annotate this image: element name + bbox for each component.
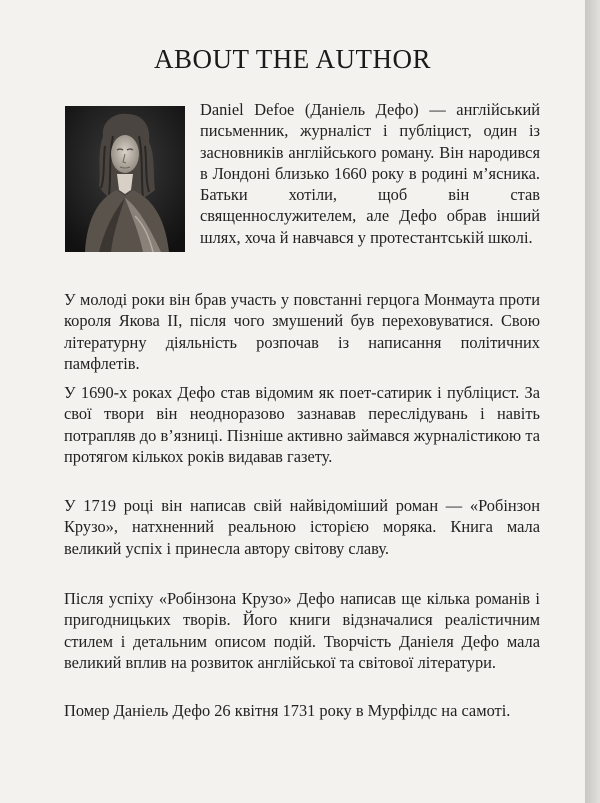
bio-paragraph-5: Після успіху «Робінзона Крузо» Дефо написав ще кілька романів і пригодницьких творів. Його книги відзначалися реалістичним стилем і детальним описом подій. Творчість Даніеля Дефо мала великий вплив на розвиток англійської та світової літератури. <box>64 589 540 672</box>
bio-paragraph-6: Помер Даніель Дефо 26 квітня 1731 року в Мурфілдс на самоті. <box>64 701 511 720</box>
page-edge <box>585 0 600 803</box>
author-portrait <box>65 106 185 252</box>
bio-paragraph-4: У 1719 році він написав свій найвідоміший роман — «Робінзон Крузо», натхненний реальною історією моряка. Книга мала великий успіх і принесла автору світову славу. <box>64 496 540 558</box>
bio-paragraph-3: У 1690-х роках Дефо став відомим як поет-сатирик і публіцист. За свої твори він неодноразово зазнавав переслідувань і навіть потрапляв до в’язниці. Пізніше активно займався журналістикою та протягом кількох років видавав газету. <box>64 383 540 466</box>
bio-paragraph-2: У молоді роки він брав участь у повстанні герцога Монмаута проти короля Якова II, після чого змушений був переховуватися. Свою літературну діяльність розпочав із написання політичних памфлетів. <box>64 290 540 373</box>
bio-paragraph-1: Daniel Defoe (Даніель Дефо) — англійський письменник, журналіст і публіцист, один із засновників англійського роману. Він народився в Лондоні близько 1660 року в родині м’ясника. Батьки хотіли, щоб він став священнослужителем, але Дефо обрав інший шлях, хоча й навчався у протестантській школі. <box>200 100 540 247</box>
page-title: ABOUT THE AUTHOR <box>153 44 431 74</box>
portrait-illustration <box>65 106 185 252</box>
